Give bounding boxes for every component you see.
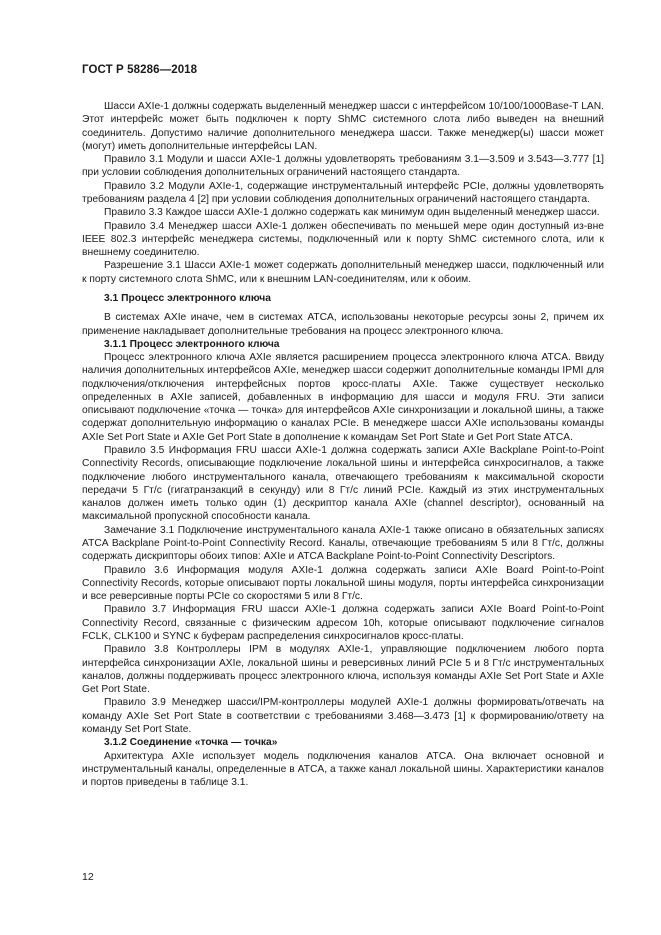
paragraph: Правило 3.2 Модули AXIe-1, содержащие инструментальный интерфейс PCIe, должны удовлетворять требованиям раздела 4 [2] при условии соблюдения дополнительных ограничений настоящего стандарта.	[82, 180, 604, 205]
standard-designation: ГОСТ Р 58286—2018	[82, 64, 198, 76]
paragraph: Замечание 3.1 Подключение инструментального канала AXIe-1 также описано в обязательных записях ATCA Backplane Point-to-Point Connectivity Record. Каналы, отвечающие требованиям 5 или 8 Гт/с, должны содержать дискрипторы обоих типов: AXIe и ATCA Backplane Point-to-Point Connectivity Descriptors.	[82, 524, 604, 563]
document-body	[82, 100, 604, 789]
paragraph: В системах AXIe иначе, чем в системах ATCA, использованы некоторые ресурсы зоны 2, причем их применение накладывает дополнительные требования на процесс электронного ключа.	[82, 312, 604, 337]
paragraph: Правило 3.7 Информация FRU шасси AXIe-1 должна содержать записи AXIe Board Point-to-Point Connectivity Record, связанные с физическим адресом 10h, которые описывают подключение сигналов FCLK, CLK100 и SYNC к буферам распределения синхросигналов кросс-платы.	[82, 604, 604, 642]
paragraph: Разрешение 3.1 Шасси AXIe-1 может содержать дополнительный менеджер шасси, подключенный или к порту системного слота ShMC, или к внешним LAN-соединителям, или к обоим.	[82, 260, 604, 285]
paragraph: Правило 3.3 Каждое шасси AXIe-1 должно содержать как минимум один выделенный менеджер шасси.	[104, 207, 600, 219]
paragraph: Правило 3.1 Модули и шасси AXIe-1 должны удовлетворять требованиям 3.1—3.509 и 3.543—3.777 [1] при условии соблюдения дополнительных ограничений настоящего стандарта.	[82, 154, 604, 179]
paragraph: Правило 3.5 Информация FRU шасси AXIe-1 должна содержать записи AXIe Backplane Point-to-Point Connectivity Records, описывающие подключение локальной шины и интерфейса синхросигналов, а также подключение любого инструментального канала, отвечающего требованиям к максимальной скорости передачи 5 Гт/с (гигатранзакций в секунду) или 8 Гт/с линий PCIe. Каждый из этих инструментальных каналов должен иметь только один (1) дескриптор канала AXIe (channel descriptor), основанный на максимальной пропускной способности канала.	[82, 445, 604, 523]
section-heading: 3.1.1 Процесс электронного ключа	[104, 338, 280, 350]
paragraph: Архитектура AXIe использует модель подключения каналов ATCA. Она включает основной и инструментальный каналы, определенные в ATCA, а также канал локальной шины. Характеристики каналов и портов приведены в таблице 3.1.	[82, 750, 604, 789]
paragraph: Правило 3.8 Контроллеры IPM в модулях AXIe-1, управляющие подключением любого порта интерфейса синхронизации AXIe, локальной шины и реверсивных линий PCIe 5 и 8 Гт/с инструментальных каналов, должны поддерживать процесс электронного ключа, используя команды AXIe Set Port State и AXIe Get Port State.	[82, 644, 604, 696]
paragraph: Шасси AXIe-1 должны содержать выделенный менеджер шасси с интерфейсом 10/100/1000Base-T LAN. Этот интерфейс может быть подключен к порту ShMC системного слота либо выведен на внешний соединитель. Допустимо наличие дополнительного менеджера шасси. Также менеджер(ы) шасси может (могут) иметь дополнительные интерфейсы LAN.	[82, 101, 604, 152]
paragraph: Правило 3.4 Менеджер шасси AXIe-1 должен обеспечивать по меньшей мере один доступный из-вне IEEE 802.3 интерфейс менеджера системы, подключенный или к порту ShMC системного слота, или к внешнему соединителю.	[82, 220, 604, 259]
page-number: 12	[82, 871, 94, 883]
section-heading: 3.1 Процесс электронного ключа	[104, 292, 271, 304]
section-heading: 3.1.2 Соединение «точка — точка»	[104, 737, 278, 749]
paragraph: Правило 3.6 Информация модуля AXIe-1 должна содержать записи AXIe Board Point-to-Point Connectivity Records, которые описывают порты локальной шины модуля, порты интерфейса синхронизации и все реверсивные порты PCIe со скоростями 5 или 8 Гт/с.	[82, 564, 604, 603]
paragraph: Правило 3.9 Менеджер шасси/IPM-контроллеры модулей AXIe-1 должны формировать/отвечать на команду AXIe Set Port State в соответствии с требованиями 3.468—3.473 [1] к формированию/ответу на команду Set Port State.	[82, 697, 604, 735]
paragraph: Процесс электронного ключа AXIe является расширением процесса электронного ключа ATCA. Ввиду наличия дополнительных интерфейсов AXIe, менеджер шасси содержит дополнительные команды IPMI для подключения/отключения интерфейсных портов кросс-платы AXIe. Также существует несколько определенных в AXIe записей, добавленных в информацию для шасси и модуля FRU. Эти записи описывают подключение «точка — точка» для интерфейсов AXIe синхронизации и локальной шины, а также содержат дополнительную информацию о каналах PCIe. В менеджере шасси AXIe использованы команды AXIe Set Port State и AXIe Get Port State в дополнение к командам Set Port State и Get Port State ATCA.	[82, 352, 604, 443]
